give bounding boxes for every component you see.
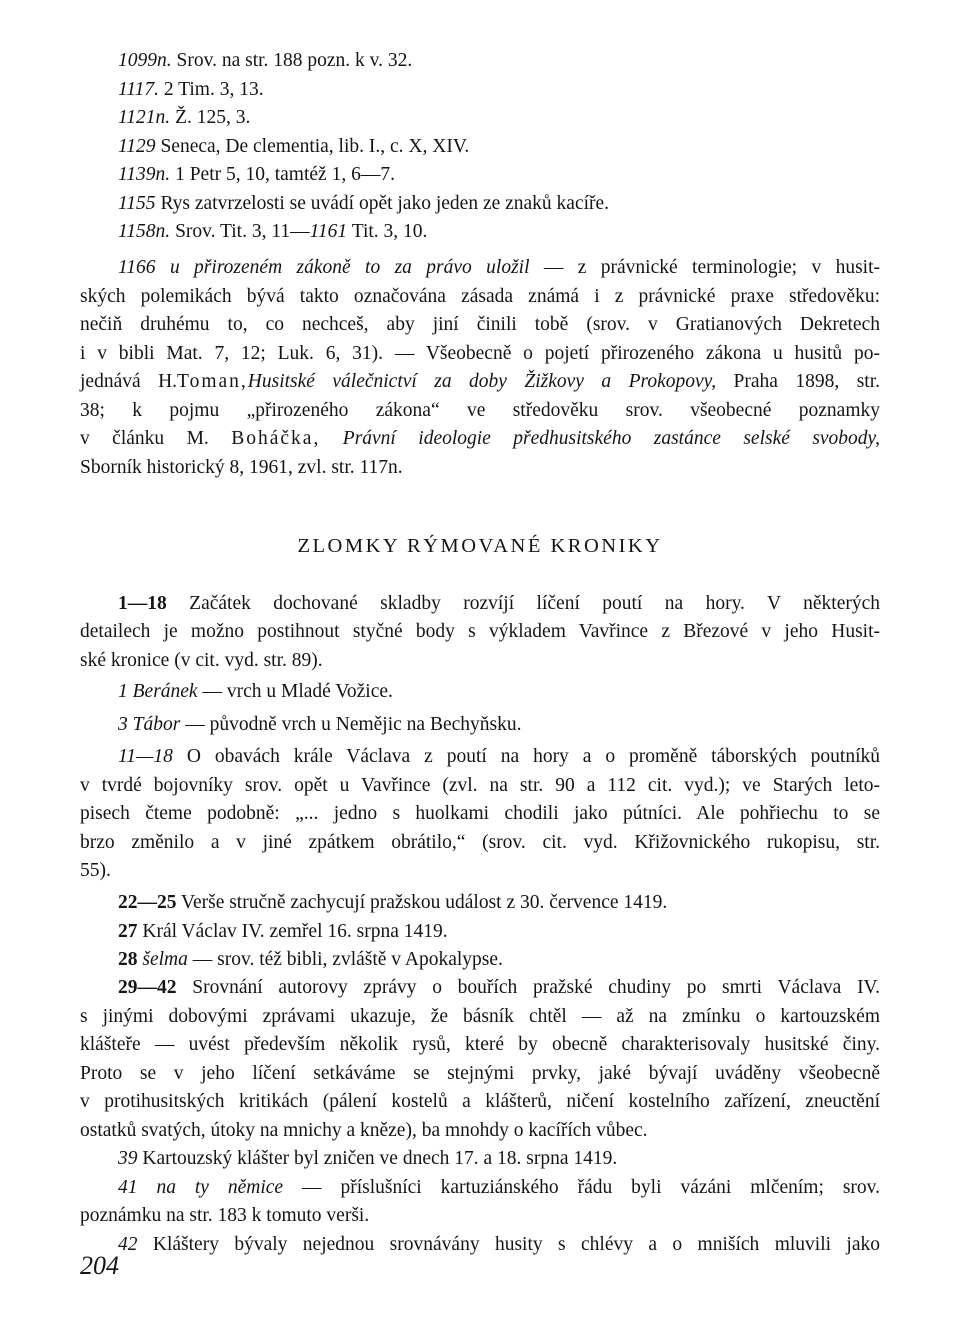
note-line: brzo změnilo a v jiné zpátkem obrátilo,“ (srov. cit. vyd. Křižovnického rukopisu, str. bbox=[80, 832, 880, 853]
note-line bbox=[118, 891, 667, 915]
author-name: Boháčka, bbox=[231, 428, 321, 449]
note-line: ské kronice (v cit. vyd. str. 89). bbox=[80, 650, 323, 671]
note-1166-line bbox=[118, 256, 880, 280]
note-ref: 28 bbox=[118, 949, 138, 970]
note-ref: 39 bbox=[118, 1148, 138, 1169]
note-line bbox=[118, 713, 521, 737]
note-1166-line bbox=[80, 370, 880, 394]
note-ref: 3 bbox=[118, 714, 128, 735]
lemma: u přirozeném zákoně to za právo uložil bbox=[169, 257, 530, 278]
note-ref: 1129 bbox=[118, 136, 156, 157]
note-line: 55). bbox=[80, 860, 111, 881]
section-title: ZLOMKY RÝMOVANÉ KRONIKY bbox=[297, 535, 663, 557]
note-line: detailech je možno postihnout styčné body s výkladem Vavřince z Březové v jeho Husit- bbox=[80, 621, 880, 642]
note-line bbox=[118, 192, 609, 216]
note-line bbox=[118, 1176, 880, 1200]
note-1166-line: Sborník historický 8, 1961, zvl. str. 117n. bbox=[80, 457, 403, 478]
note-line: v protihusitských kritikách (pálení kostelů a klášterů, ničení kostelního zařízení, zneuctění bbox=[80, 1091, 880, 1112]
note-line bbox=[118, 592, 880, 616]
lemma: Beránek bbox=[132, 681, 198, 702]
note-line bbox=[118, 78, 264, 102]
note-text: Seneca, De clementia, lib. I., c. X, XIV. bbox=[160, 136, 470, 157]
note-1166-line: i v bibli Mat. 7, 12; Luk. 6, 31). — Všeobecně o pojetí přirozeného zákona u husitů po- bbox=[80, 343, 880, 364]
note-text: jednává H. bbox=[80, 371, 178, 392]
book-title: Husitské válečnictví za doby Žižkovy a Prokopovy, bbox=[247, 371, 717, 392]
note-line: Proto se v jeho líčení setkáváme se stejnými prvky, jaké bývají uváděny všeobecně bbox=[80, 1063, 880, 1084]
note-line bbox=[118, 680, 393, 704]
page-number: 204 bbox=[80, 1251, 119, 1280]
note-line bbox=[118, 976, 880, 1000]
note-text: Kartouzský klášter byl zničen ve dnech 17. a 18. srpna 1419. bbox=[142, 1148, 618, 1169]
note-ref: 42 bbox=[118, 1234, 138, 1255]
note-line bbox=[118, 920, 448, 944]
note-text: Kláštery bývaly nejednou srovnávány husity s chlévy a o mniších mluvili jako bbox=[152, 1234, 880, 1255]
note-ref: 1 bbox=[118, 681, 128, 702]
note-ref: 1099n. bbox=[118, 50, 172, 71]
note-line bbox=[118, 163, 395, 187]
note-text: — z právnické terminologie; v husit- bbox=[543, 257, 881, 278]
note-1166-line: 38; k pojmu „přirozeného zákona“ ve středověku srov. všeobecné poznamky bbox=[80, 400, 880, 421]
note-line: ostatků svatých, útoky na mnichy a kněze), ba mnohdy o kacířích vůbec. bbox=[80, 1120, 648, 1141]
note-ref: 1117. bbox=[118, 79, 159, 100]
note-1166-line: nečiň druhému to, co nechceš, aby jiní činili tobě (srov. v Gratianových Dekretech bbox=[80, 314, 880, 335]
note-ref: 29—42 bbox=[118, 977, 177, 998]
note-ref: 11—18 bbox=[118, 746, 173, 767]
note-line bbox=[118, 948, 503, 972]
note-ref: 22—25 bbox=[118, 892, 177, 913]
note-text: Srov. Tit. 3, 11— bbox=[175, 221, 310, 242]
note-ref: 1155 bbox=[118, 193, 156, 214]
note-1166-line bbox=[80, 427, 880, 451]
note-line bbox=[118, 220, 427, 244]
note-line: v tvrdé bojovníky srov. opět u Vavřince (zvl. na str. 90 a 112 cit. vyd.); ve Starých leto- bbox=[80, 775, 880, 796]
note-line bbox=[118, 49, 412, 73]
note-ref: 27 bbox=[118, 921, 138, 942]
note-ref: 1121n. bbox=[118, 107, 171, 128]
note-ref: 1161 bbox=[309, 221, 348, 242]
note-line bbox=[118, 1147, 617, 1171]
note-text: Srov. na str. 188 pozn. k v. 32. bbox=[176, 50, 413, 71]
note-text: — původně vrch u Nemějic na Bechyňsku. bbox=[185, 714, 522, 735]
note-text: — vrch u Mladé Vožice. bbox=[202, 681, 393, 702]
lemma: šelma bbox=[142, 949, 188, 970]
note-line bbox=[118, 135, 469, 159]
note-text: Ž. 125, 3. bbox=[175, 107, 251, 128]
note-text: Rys zatvrzelosti se uvádí opět jako jeden ze znaků kacíře. bbox=[160, 193, 610, 214]
note-text: O obavách krále Václava z poutí na hory a o proměně táborských poutníků bbox=[186, 746, 880, 767]
note-text: 1 Petr 5, 10, tamtéž 1, 6—7. bbox=[175, 164, 395, 185]
note-ref: 1166 bbox=[118, 257, 156, 278]
note-ref: 41 bbox=[118, 1177, 138, 1198]
note-line: klášteře — uvést především několik rysů, které by obecně charakterisovaly husitské činy. bbox=[80, 1034, 880, 1055]
note-text: v článku M. bbox=[80, 428, 209, 449]
note-line: s jinými dobovými zprávami ukazuje, že básník chtěl — až na zmínku o kartouzském bbox=[80, 1006, 880, 1027]
note-1166-line: ských polemikách bývá takto označována zásada známá i z právnické praxe středověku: bbox=[80, 286, 880, 307]
lemma: na ty němice bbox=[156, 1177, 284, 1198]
note-line bbox=[118, 106, 250, 130]
note-text: Začátek dochované skladby rozvíjí líčení poutí na hory. V některých bbox=[189, 593, 881, 614]
note-line: pisech čteme podobně: „... jedno s huolkami chodili jako pútníci. Ale pohřiechu to se bbox=[80, 803, 880, 824]
note-text: 2 Tim. 3, 13. bbox=[163, 79, 264, 100]
book-title: Právní ideologie předhusitského zastánce selské svobody, bbox=[342, 428, 881, 449]
author-name: Toman, bbox=[177, 371, 248, 392]
note-text: Srovnání autorovy zprávy o bouřích pražské chudiny po smrti Václava IV. bbox=[192, 977, 881, 998]
note-text: — příslušníci kartuziánského řádu byli vázáni mlčením; srov. bbox=[302, 1177, 881, 1198]
note-line bbox=[118, 1233, 880, 1257]
note-line bbox=[118, 745, 880, 769]
note-text: Verše stručně zachycují pražskou událost z 30. července 1419. bbox=[181, 892, 668, 913]
note-ref: 1158n. bbox=[118, 221, 171, 242]
lemma: Tábor bbox=[132, 714, 181, 735]
note-ref: 1—18 bbox=[118, 593, 167, 614]
note-line: poznámku na str. 183 k tomuto verši. bbox=[80, 1205, 370, 1226]
note-text: — srov. též bibli, zvláště v Apokalypse. bbox=[192, 949, 503, 970]
note-text: Král Václav IV. zemřel 16. srpna 1419. bbox=[142, 921, 448, 942]
note-text: Praha 1898, str. bbox=[733, 371, 880, 392]
note-ref: 1139n. bbox=[118, 164, 171, 185]
note-text: Tit. 3, 10. bbox=[351, 221, 428, 242]
